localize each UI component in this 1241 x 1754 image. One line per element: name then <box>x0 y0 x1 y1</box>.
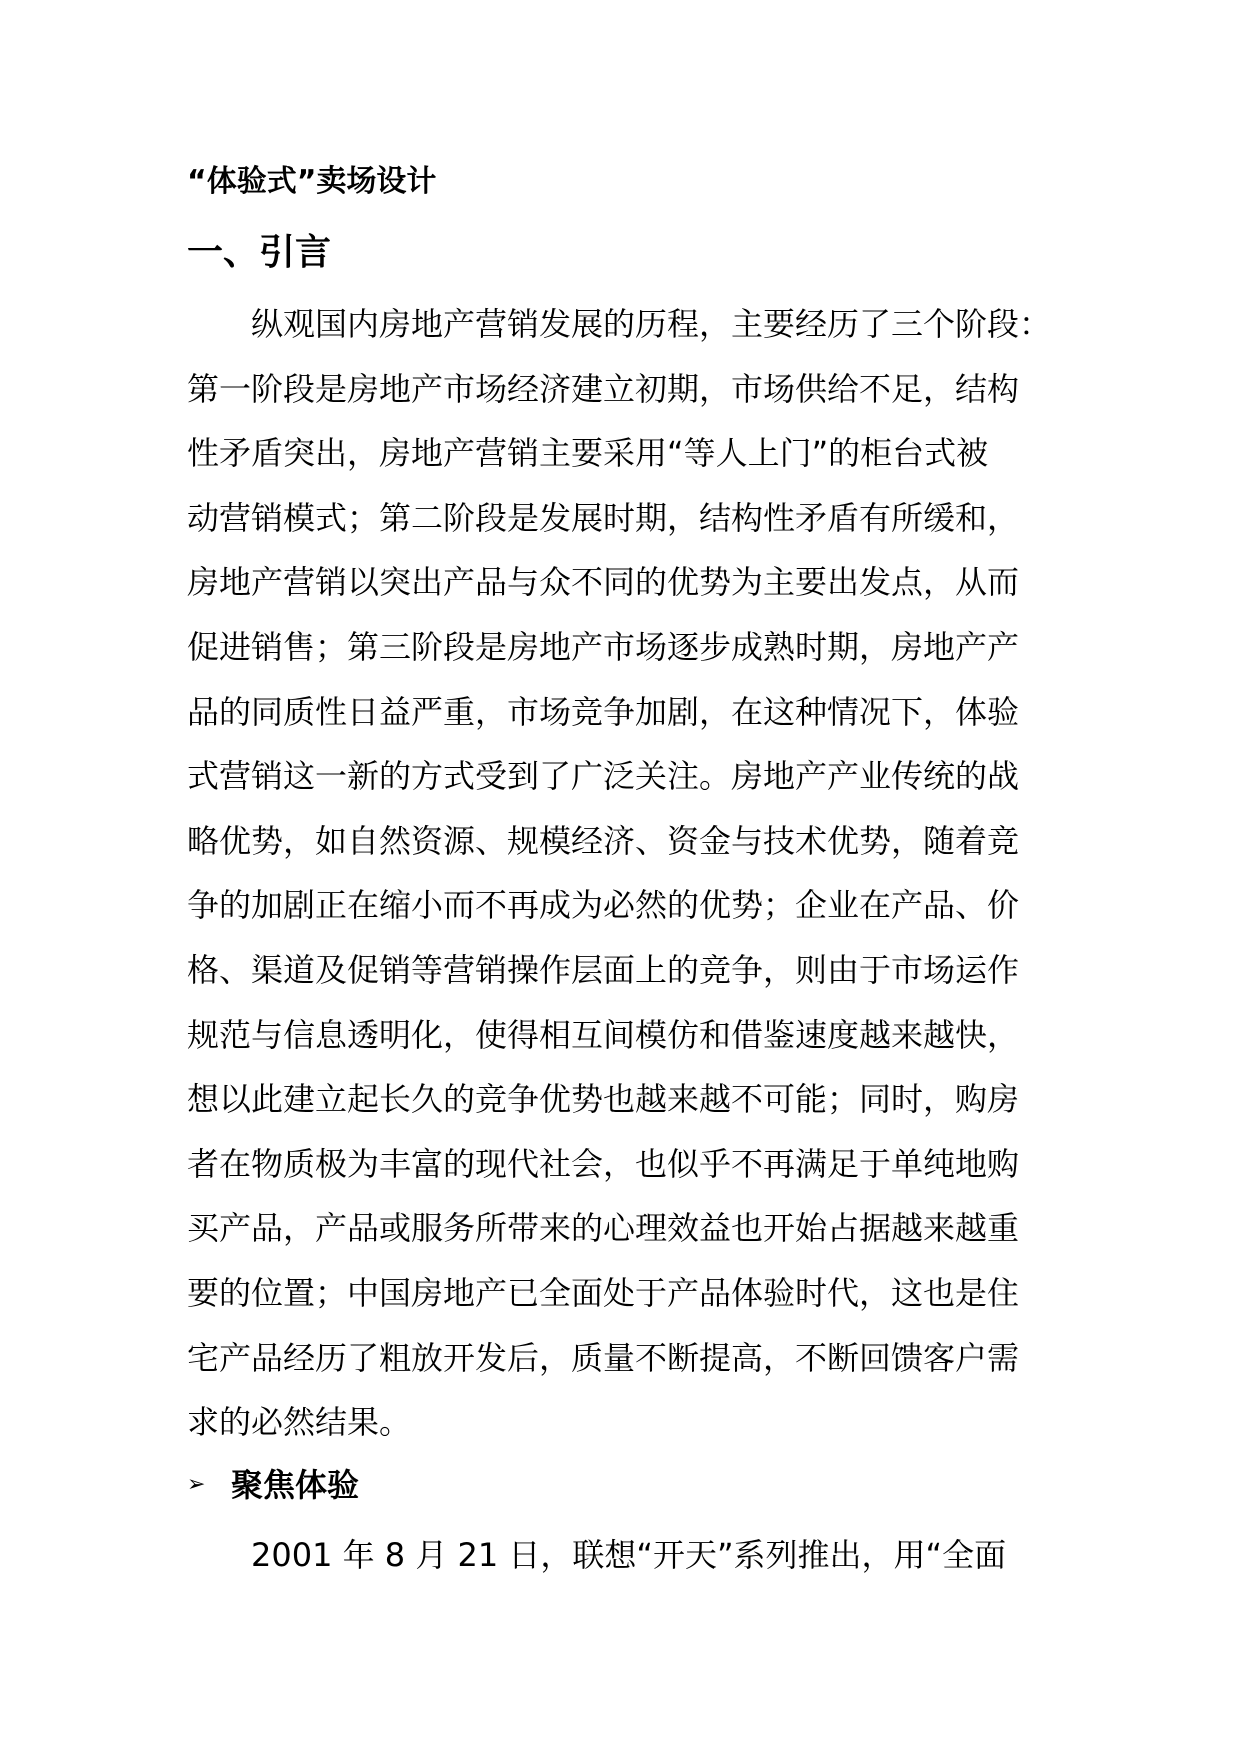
paragraph-line: 想以此建立起长久的竞争优势也越来越不可能；同时，购房 <box>187 1080 1020 1119</box>
arrow-bullet-icon: ➢ <box>187 1472 206 1497</box>
paragraph-line: 性矛盾突出，房地产营销主要采用“等人上门”的柜台式被 <box>187 434 989 473</box>
paragraph-line: 规范与信息透明化，使得相互间模仿和借鉴速度越来越快， <box>187 1015 1020 1054</box>
bullet-heading-label: 聚焦体验 <box>231 1466 360 1504</box>
paragraph-line: 品的同质性日益严重，市场竞争加剧，在这种情况下，体验 <box>187 692 1020 731</box>
bullet-heading <box>187 1460 359 1510</box>
paragraph-line: 求的必然结果。 <box>187 1403 412 1442</box>
body-paragraph <box>187 292 1067 1455</box>
paragraph-line: 房地产营销以突出产品与众不同的优势为主要出发点，从而 <box>187 563 1020 602</box>
paragraph-line: 动营销模式；第二阶段是发展时期，结构性矛盾有所缓和， <box>187 498 1020 537</box>
paragraph-2-line: 2001 年 8 月 21 日，联想“开天”系列推出，用“全面 <box>187 1536 1007 1574</box>
paragraph-line: 促进销售；第三阶段是房地产市场逐步成熟时期，房地产产 <box>187 627 1020 666</box>
paragraph-line: 略优势，如自然资源、规模经济、资金与技术优势，随着竞 <box>187 821 1020 860</box>
paragraph-line: 格、渠道及促销等营销操作层面上的竞争，则由于市场运作 <box>187 950 1020 989</box>
paragraph-line: 要的位置；中国房地产已全面处于产品体验时代，这也是住 <box>187 1273 1020 1312</box>
paragraph-line: 纵观国内房地产营销发展的历程，主要经历了三个阶段： <box>187 305 1052 343</box>
paragraph-line: 争的加剧正在缩小而不再成为必然的优势；企业在产品、价 <box>187 886 1020 925</box>
section-heading: 一、引言 <box>187 232 332 273</box>
paragraph-line: 宅产品经历了粗放开发后，质量不断提高，不断回馈客户需 <box>187 1338 1020 1377</box>
paragraph-line: 式营销这一新的方式受到了广泛关注。房地产产业传统的战 <box>187 757 1020 796</box>
document-title: “体验式”卖场设计 <box>187 164 437 199</box>
paragraph-line: 买产品，产品或服务所带来的心理效益也开始占据越来越重 <box>187 1209 1020 1248</box>
paragraph-line: 第一阶段是房地产市场经济建立初期，市场供给不足，结构 <box>187 369 1020 408</box>
paragraph-line: 者在物质极为丰富的现代社会，也似乎不再满足于单纯地购 <box>187 1144 1020 1183</box>
